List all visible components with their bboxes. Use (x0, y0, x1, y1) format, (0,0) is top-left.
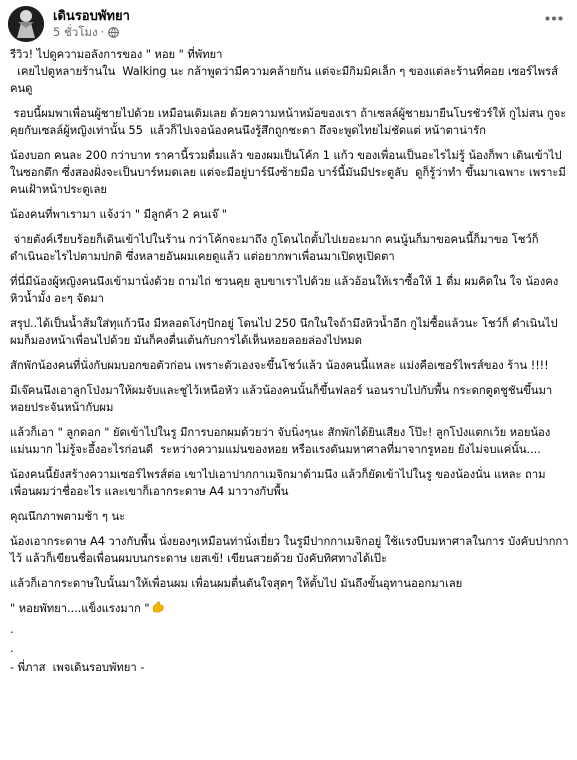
post-meta (53, 8, 130, 40)
post-body (10, 46, 570, 684)
author-name[interactable]: เดินรอบพัทยา (53, 9, 130, 24)
post-paragraph: น้องคนที่พาเรามา แจ้งว่า " มีลูกค้า 2 คนเจ๊ " (10, 208, 227, 221)
post-paragraph: ที่นี่มีน้องผู้หญิงคนนึงเข้ามานั่งด้วย ถามไถ่ ชวนคุย ลูบขาเราไปด้วย แล้วอ้อนให้เราซื้อให้ 1 ดื่ม ผมคิดใน ใจ น้องคงหิวน้ำมั้ง อะๆ จัดมา (10, 275, 559, 305)
post-paragraph: แล้วก็เอา " ลูกดอก " ยัดเข้าไปในรู มีการบอกผมด้วยว่า จับนิ่งๆนะ สักพักได้ยินเสียง โป๊ะ! ลูกโป่งแตกเว้ย หอยน้องแม่นมาก ไม่รู้จะอึ้งอะไรก่อนดี ระหว่างความแม่นของหอย หรือแรงดันมหาศาลที่มาจากรูหอย ยังไม่จบแค่นั้น.... (10, 426, 551, 456)
post-paragraph: มีเจ๊คนนึงเอาลูกโป่งมาให้ผมจับและชูไว้เหนือหัว แล้วน้องคนนั้นก็ขึ้นฟลอร์ นอนราบไปกับพื้น กระดกตูดชูชันขึ้นมา หอยประจันหน้ากับผม (10, 384, 556, 414)
dot-line: . (10, 623, 14, 636)
avatar-image-icon (8, 6, 44, 42)
final-quote-text: " หอยพัทยา....แข็งแรงมาก " (10, 602, 150, 615)
post-time[interactable]: 5 ชั่วโมง (53, 25, 98, 39)
post-paragraph: สรุป..ได้เป็นน้ำส้มใส่ทุแก้วนึง มีหลอดโง่ๆปักอยู่ โดนไป 250 นึกในใจถ้ามึงหิวน้ำอีก กูไม่ซื้อแล้วนะ โชว์ก็ ดำเนินไปผมก็มองหน้าเพื่อนไปด้วย มันก็คงตื่นเต้นกับการได้เห็นหอยลอยล่องไปหมด (10, 317, 558, 347)
post-signature: - พี่ภาส เพจเดินรอบพัทยา - (10, 661, 145, 674)
post-paragraph: น้องคนนี้ยังสร้างความเซอร์ไพรส์ต่อ เขาไปเอาปากกาเมจิกมาด้ามนึง แล้วก็ยัดเข้าไปในรู ของน้องนั่น แหละ ถามเพื่อนผมว่าชื่ออะไร และเขาก็เอากระดาษ A4 มาวางกับพื้น (10, 468, 546, 498)
flexed-biceps-icon (151, 600, 165, 619)
post-paragraph: แล้วก็เอากระดาษใบนั้นมาให้เพื่อนผม เพื่อนผมตื่นตันใจสุดๆ ให้ตั้บไป มันถึงขั้นอุทานออกมาเลย (10, 577, 463, 590)
post-paragraph-final-quote (10, 600, 570, 619)
post-paragraph: รีวิว! ไปดูความอลังการของ " หอย " ที่พัทยา เคยไปดูหลายร้านใน Walking นะ กล้าพูดว่ามีความคล้ายกัน แต่จะมีกิมมิคเล็ก ๆ ของแต่ละร้านที่คอย เซอร์ไพรส์คนดู (10, 48, 558, 95)
time-row (53, 25, 130, 40)
globe-icon (108, 27, 119, 38)
post-paragraph: จ่ายตังค์เรียบร้อยก็เดินเข้าไปในร้าน กว่าโค้กจะมาถึง กูโดนไถตั้บไปเยอะมาก คนนู้นก็มาขอคนนี้ก็มาขอ โชว์ก็ดำเนินอะไรไปตามปกติ ซึ่งหลายอันผมเคยดูแล้ว แต่อยากพาเพื่อนมาเปิดหูเปิดตา (10, 233, 539, 263)
post-paragraph: น้องบอก คนละ 200 กว่าบาท ราคานี้รวมดื่มแล้ว ของผมเป็นโค้ก 1 แก้ว ของเพื่อนเป็นอะไรไม่รู้ น้องก็พา เดินเข้าไปในซอกตึก ซึ่งสองฝั่งจะเป็นบาร์หมดเลย แต่จะมีอยู่บาร์นึงซ้ายมือ บาร์นี้มันมีประตูลับ ดูก็รู้ว่าทำ ขึ้นมาเฉพาะ เพราะมีคนเฝ้าหน้าประตูเลย (10, 149, 566, 196)
separator-dot: · (100, 25, 105, 39)
post-paragraph: น้องเอากระดาษ A4 วางกับพื้น นั่งยองๆเหมือนท่านั่งเยี่ยว ในรูมีปากกาเมจิกอยู่ ใช้แรงบีบมหาศาลในการ บังคับปากกาไว้ แล้วก็เขียนชื่อเพื่อนผมบนกระดาษ เยสเข้! เขียนสวยด้วย บังคับทิศทางได้เป๊ะ (10, 535, 569, 565)
dot-line: . (10, 642, 14, 655)
page-avatar[interactable] (8, 6, 44, 42)
more-options-button[interactable] (541, 8, 567, 28)
more-dots-icon (545, 16, 563, 21)
post-header (8, 6, 130, 42)
post-paragraph: คุณนึกภาพตามช้า ๆ นะ (10, 510, 126, 523)
post-paragraph: สักพักน้องคนที่นั่งกับผมบอกขอตัวก่อน เพราะตัวเองจะขึ้นโชว์แล้ว น้องคนนี้แหละ แม่งคือเซอร์ไพรส์ของ ร้าน !!!! (10, 359, 549, 372)
post-paragraph: รอบนี้ผมพาเพื่อนผู้ชายไปด้วย เหมือนเดิมเลย ด้วยความหน้าหม้อของเรา ถ้าเซลล์ผู้ชายมายืนโบรชัวร์ให้ กูไม่สน กูจะคุยกับเซลล์ผู้หญิงเท่านั้น 55 แล้วก็ไปเจอน้องคนนึงรู้สึกถูกชะตา ถึงจะพูดไทยไม่ชัดแต่ หน้าตาน่ารัก (10, 107, 567, 137)
